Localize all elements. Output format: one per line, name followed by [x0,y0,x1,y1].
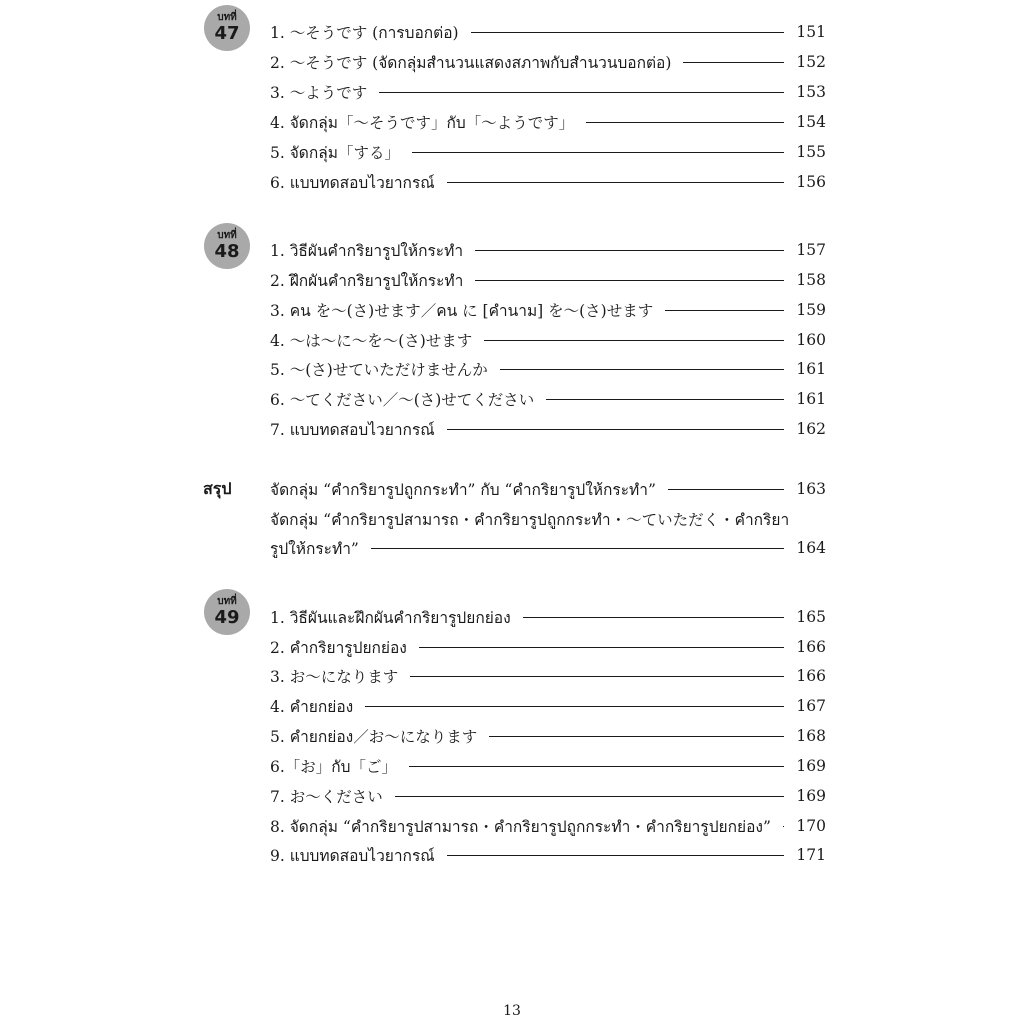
toc-entry-page: 170 [796,817,826,835]
leader-line [683,62,784,63]
leader-line [489,736,784,737]
leader-line [419,647,784,648]
toc-entry-label: 6. ～てください／～(さ)せてください [270,391,535,409]
toc-entry-label: 6.「お」กับ「ご」 [270,757,398,776]
toc-entry-label: 1. วิธีผันคำกริยารูปให้กระทำ [270,241,464,260]
lesson-badge-title: บทที่ [217,230,237,241]
toc-entry-label: 7. แบบทดสอบไวยากรณ์ [270,420,435,439]
summary-entry [270,477,826,501]
leader-line [409,766,784,767]
leader-line [410,676,784,677]
toc-entry [270,170,826,194]
leader-line [371,548,784,549]
toc-entry-label: 9. แบบทดสอบไวยากรณ์ [270,846,435,865]
toc-entry-page: 163 [796,480,826,498]
leader-line [447,855,784,856]
leader-line [475,280,784,281]
toc-entry-page: 167 [796,697,826,715]
toc-entry-page: 161 [796,360,826,378]
toc-entry-page: 161 [796,390,826,408]
toc-entry-label: 6. แบบทดสอบไวยากรณ์ [270,173,435,192]
leader-line [471,32,784,33]
leader-line [395,796,784,797]
toc-entry-label: 4. ～は～に～を～(さ)せます [270,332,473,350]
toc-entry-page: 156 [796,173,826,191]
toc-entry-page: 169 [796,757,826,775]
toc-entry-page: 152 [796,53,826,71]
lesson-badge-title: บทที่ [217,596,237,607]
toc-entry-page: 154 [796,113,826,131]
toc-entry [270,814,826,838]
toc-entry [270,843,826,867]
toc-entry-page: 157 [796,241,826,259]
toc-entry-page: 153 [796,83,826,101]
toc-entry-page: 162 [796,420,826,438]
lesson-badge-number: 47 [214,23,240,44]
toc-entry-label: 5. ～(さ)せていただけませんか [270,361,488,379]
leader-line [586,122,784,123]
leader-line [379,92,784,93]
toc-entry-label: 4. คำยกย่อง [270,697,354,716]
toc-entry-page: 168 [796,727,826,745]
leader-line [447,429,784,430]
toc-entry-page: 166 [796,667,826,685]
lesson-badge-48 [204,223,250,269]
toc-entry-label: 4. จัดกลุ่ม「～そうです」กับ「～ようです」 [270,113,575,132]
toc-entry [270,664,826,688]
toc-entry [270,605,826,629]
toc-entry-page: 165 [796,608,826,626]
toc-entry-label: รูปให้กระทำ” [270,539,359,558]
lesson-badge-47 [204,5,250,51]
toc-entry [270,140,826,164]
toc-entry-label: 3. คน を～(さ)せます／คน に [คำนาม] を～(さ)せます [270,301,654,320]
toc-entry [270,754,826,778]
toc-entry [270,417,826,441]
toc-entry-label: 3. お～になります [270,668,399,686]
toc-entry [270,80,826,104]
leader-line [365,706,784,707]
toc-entry-page: 171 [796,846,826,864]
toc-entry-page: 169 [796,787,826,805]
leader-line [412,152,784,153]
toc-entry [270,328,826,352]
toc-entry [270,357,826,381]
leader-line [546,399,784,400]
summary-entry [270,536,826,560]
toc-entry-page: 155 [796,143,826,161]
toc-entry [270,110,826,134]
toc-entry-label: 1. วิธีผันและฝึกผันคำกริยารูปยกย่อง [270,608,511,627]
toc-entry-page: 166 [796,638,826,656]
toc-entry [270,238,826,262]
toc-entry-label: 2. ～そうです (จัดกลุ่มสำนวนแสดงสภาพกับสำนวนบอกต่อ) [270,53,672,72]
toc-entry [270,387,826,411]
toc-entry [270,694,826,718]
toc-entry-label: 8. จัดกลุ่ม “คำกริยารูปสามารถ・คำกริยารูปถูกกระทำ・คำกริยารูปยกย่อง” [270,817,771,836]
toc-entry [270,784,826,808]
toc-entry-label: 3. ～ようです [270,84,368,102]
leader-line [783,826,784,827]
toc-entry-label: 2. ฝึกผันคำกริยารูปให้กระทำ [270,271,464,290]
toc-entry-label: 2. คำกริยารูปยกย่อง [270,638,407,657]
summary-entry-line: จัดกลุ่ม “คำกริยารูปสามารถ・คำกริยารูปถูกกระทำ・～ていただく・คำกริยา [270,510,790,529]
toc-entry [270,268,826,292]
toc-entry [270,50,826,74]
toc-entry-page: 164 [796,539,826,557]
toc-entry-page: 160 [796,331,826,349]
toc-entry-label: 7. お～ください [270,788,383,806]
leader-line [500,369,784,370]
leader-line [523,617,784,618]
lesson-badge-title: บทที่ [217,12,237,23]
toc-entry [270,635,826,659]
lesson-badge-number: 48 [214,241,240,262]
summary-label: สรุป [203,478,232,498]
page-number: 13 [503,1003,521,1019]
toc-entry-label: 5. จัดกลุ่ม「する」 [270,143,400,162]
lesson-badge-49 [204,589,250,635]
leader-line [475,250,784,251]
leader-line [484,340,784,341]
toc-entry [270,298,826,322]
toc-entry-page: 159 [796,301,826,319]
leader-line [447,182,784,183]
toc-entry-label: 1. ～そうです (การบอกต่อ) [270,23,459,42]
toc-entry-page: 158 [796,271,826,289]
leader-line [668,489,784,490]
toc-entry [270,20,826,44]
leader-line [665,310,784,311]
toc-entry-label: จัดกลุ่ม “คำกริยารูปถูกกระทำ” กับ “คำกริยารูปให้กระทำ” [270,480,656,499]
toc-entry-label: 5. คำยกย่อง／お～になります [270,727,478,746]
lesson-badge-number: 49 [214,607,240,628]
toc-entry [270,724,826,748]
toc-entry-page: 151 [796,23,826,41]
